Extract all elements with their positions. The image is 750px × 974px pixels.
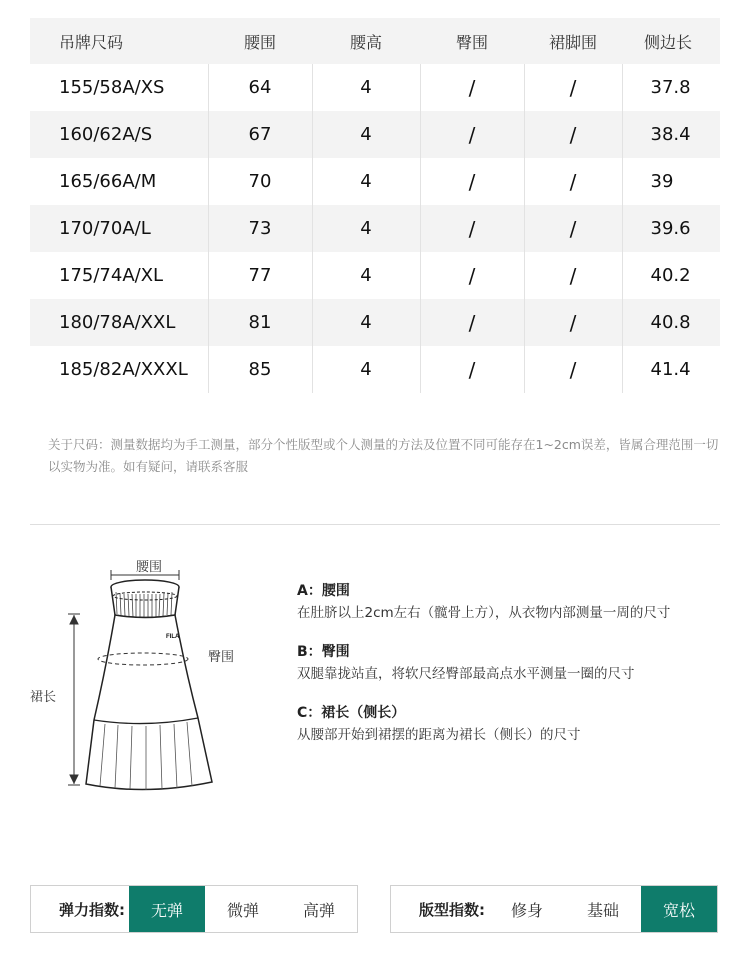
table-row (30, 111, 720, 158)
cell-hip: / (420, 252, 524, 299)
cell-waist-height: 4 (312, 64, 420, 111)
cell-hem: / (524, 299, 622, 346)
cell-waist: 85 (208, 346, 312, 393)
elasticity-option-slight: 微弹 (226, 900, 259, 920)
cell-side-length: 41.4 (650, 359, 691, 380)
cell-waist-height: 4 (312, 158, 420, 205)
label-waist: 腰围 (136, 560, 163, 575)
cell-waist: 67 (208, 111, 312, 158)
cell-waist: 64 (208, 64, 312, 111)
table-row (30, 205, 720, 252)
cell-side-length: 38.4 (622, 111, 720, 158)
cell-waist: 77 (208, 252, 312, 299)
guide-item-length (297, 702, 737, 746)
fit-option-regular: 基础 (586, 900, 619, 920)
cell-side-length: 39 (650, 171, 674, 192)
cell-hem: / (524, 111, 622, 158)
header-waist: 腰围 (208, 18, 312, 64)
skirt-illustration (20, 548, 270, 798)
cell-waist: 81 (208, 299, 312, 346)
header-waist-height: 腰高 (312, 18, 420, 64)
size-table (30, 18, 720, 393)
table-row (30, 252, 720, 299)
cell-waist: 70 (208, 158, 312, 205)
cell-hem: / (524, 64, 622, 111)
fit-option-loose: 宽松 (641, 886, 717, 932)
cell-hem: / (524, 252, 622, 299)
fila-logo: FILA (166, 634, 180, 640)
cell-size: 155/58A/XS (30, 64, 208, 111)
fit-index (390, 885, 718, 933)
waistband (111, 580, 179, 618)
cell-side-length: 37.8 (650, 77, 691, 98)
cell-side-length: 40.8 (622, 299, 720, 346)
cell-hip: / (420, 299, 524, 346)
cell-hip: / (420, 346, 524, 393)
table-row (30, 64, 720, 111)
cell-waist-height: 4 (312, 111, 420, 158)
cell-size: 170/70A/L (30, 205, 208, 252)
cell-waist-height: 4 (312, 252, 420, 299)
size-note: 关于尺码：测量数据均为手工测量，部分个性版型或个人测量的方法及位置不同可能存在1~2cm误差，皆属合理范围一切以实物为准。如有疑问，请联系客服 (48, 437, 719, 474)
cell-waist: 73 (208, 205, 312, 252)
header-hip: 臀围 (420, 18, 524, 64)
cell-hip: / (420, 205, 524, 252)
section-divider (30, 524, 720, 525)
label-hip: 臀围 (208, 650, 235, 665)
cell-size: 175/74A/XL (30, 252, 208, 299)
cell-side-length: 39.6 (622, 205, 720, 252)
guide-item-hip (297, 641, 737, 685)
elasticity-option-high: 高弹 (302, 900, 335, 920)
guide-desc: 从腰部开始到裙摆的距离为裙长（侧长）的尺寸 (297, 727, 581, 743)
header-hem: 裙脚围 (524, 18, 622, 64)
table-row (30, 158, 720, 205)
fit-index-title: 版型指数: (419, 900, 485, 919)
elasticity-option-none: 无弹 (129, 886, 205, 932)
cell-size: 160/62A/S (30, 111, 208, 158)
cell-waist-height: 4 (312, 205, 420, 252)
guide-title: B：臀围 (297, 644, 350, 660)
guide-desc: 在肚脐以上2cm左右（髋骨上方），从衣物内部测量一周的尺寸 (297, 605, 671, 621)
elasticity-index-title: 弹力指数: (59, 900, 125, 919)
guide-item-waist (297, 580, 737, 624)
skirt-body (86, 615, 212, 790)
table-row (30, 299, 720, 346)
skirt-diagram (20, 548, 270, 798)
measurement-guide (297, 580, 737, 763)
cell-size: 180/78A/XXL (30, 299, 208, 346)
guide-title: C：裙长（侧长） (297, 705, 406, 721)
cell-hip: / (420, 64, 524, 111)
length-measure-line (68, 614, 80, 785)
label-length: 裙长 (30, 690, 57, 705)
cell-waist-height: 4 (312, 299, 420, 346)
cell-hem: / (524, 205, 622, 252)
header-side-length: 侧边长 (622, 18, 720, 64)
guide-desc: 双腿靠拢站直，将软尺经臀部最高点水平测量一圈的尺寸 (297, 666, 635, 682)
cell-hip: / (420, 111, 524, 158)
fit-option-slim: 修身 (510, 900, 543, 920)
cell-size: 165/66A/M (30, 158, 208, 205)
header-tag-size: 吊牌尺码 (30, 18, 208, 64)
cell-hip: / (420, 158, 524, 205)
cell-hem: / (524, 158, 622, 205)
table-header-row (30, 18, 720, 64)
elasticity-index (30, 885, 358, 933)
table-row (30, 346, 720, 393)
cell-size: 185/82A/XXXL (30, 346, 208, 393)
guide-title: A：腰围 (297, 583, 350, 599)
cell-side-length: 40.2 (650, 265, 691, 286)
cell-waist-height: 4 (312, 346, 420, 393)
cell-hem: / (524, 346, 622, 393)
